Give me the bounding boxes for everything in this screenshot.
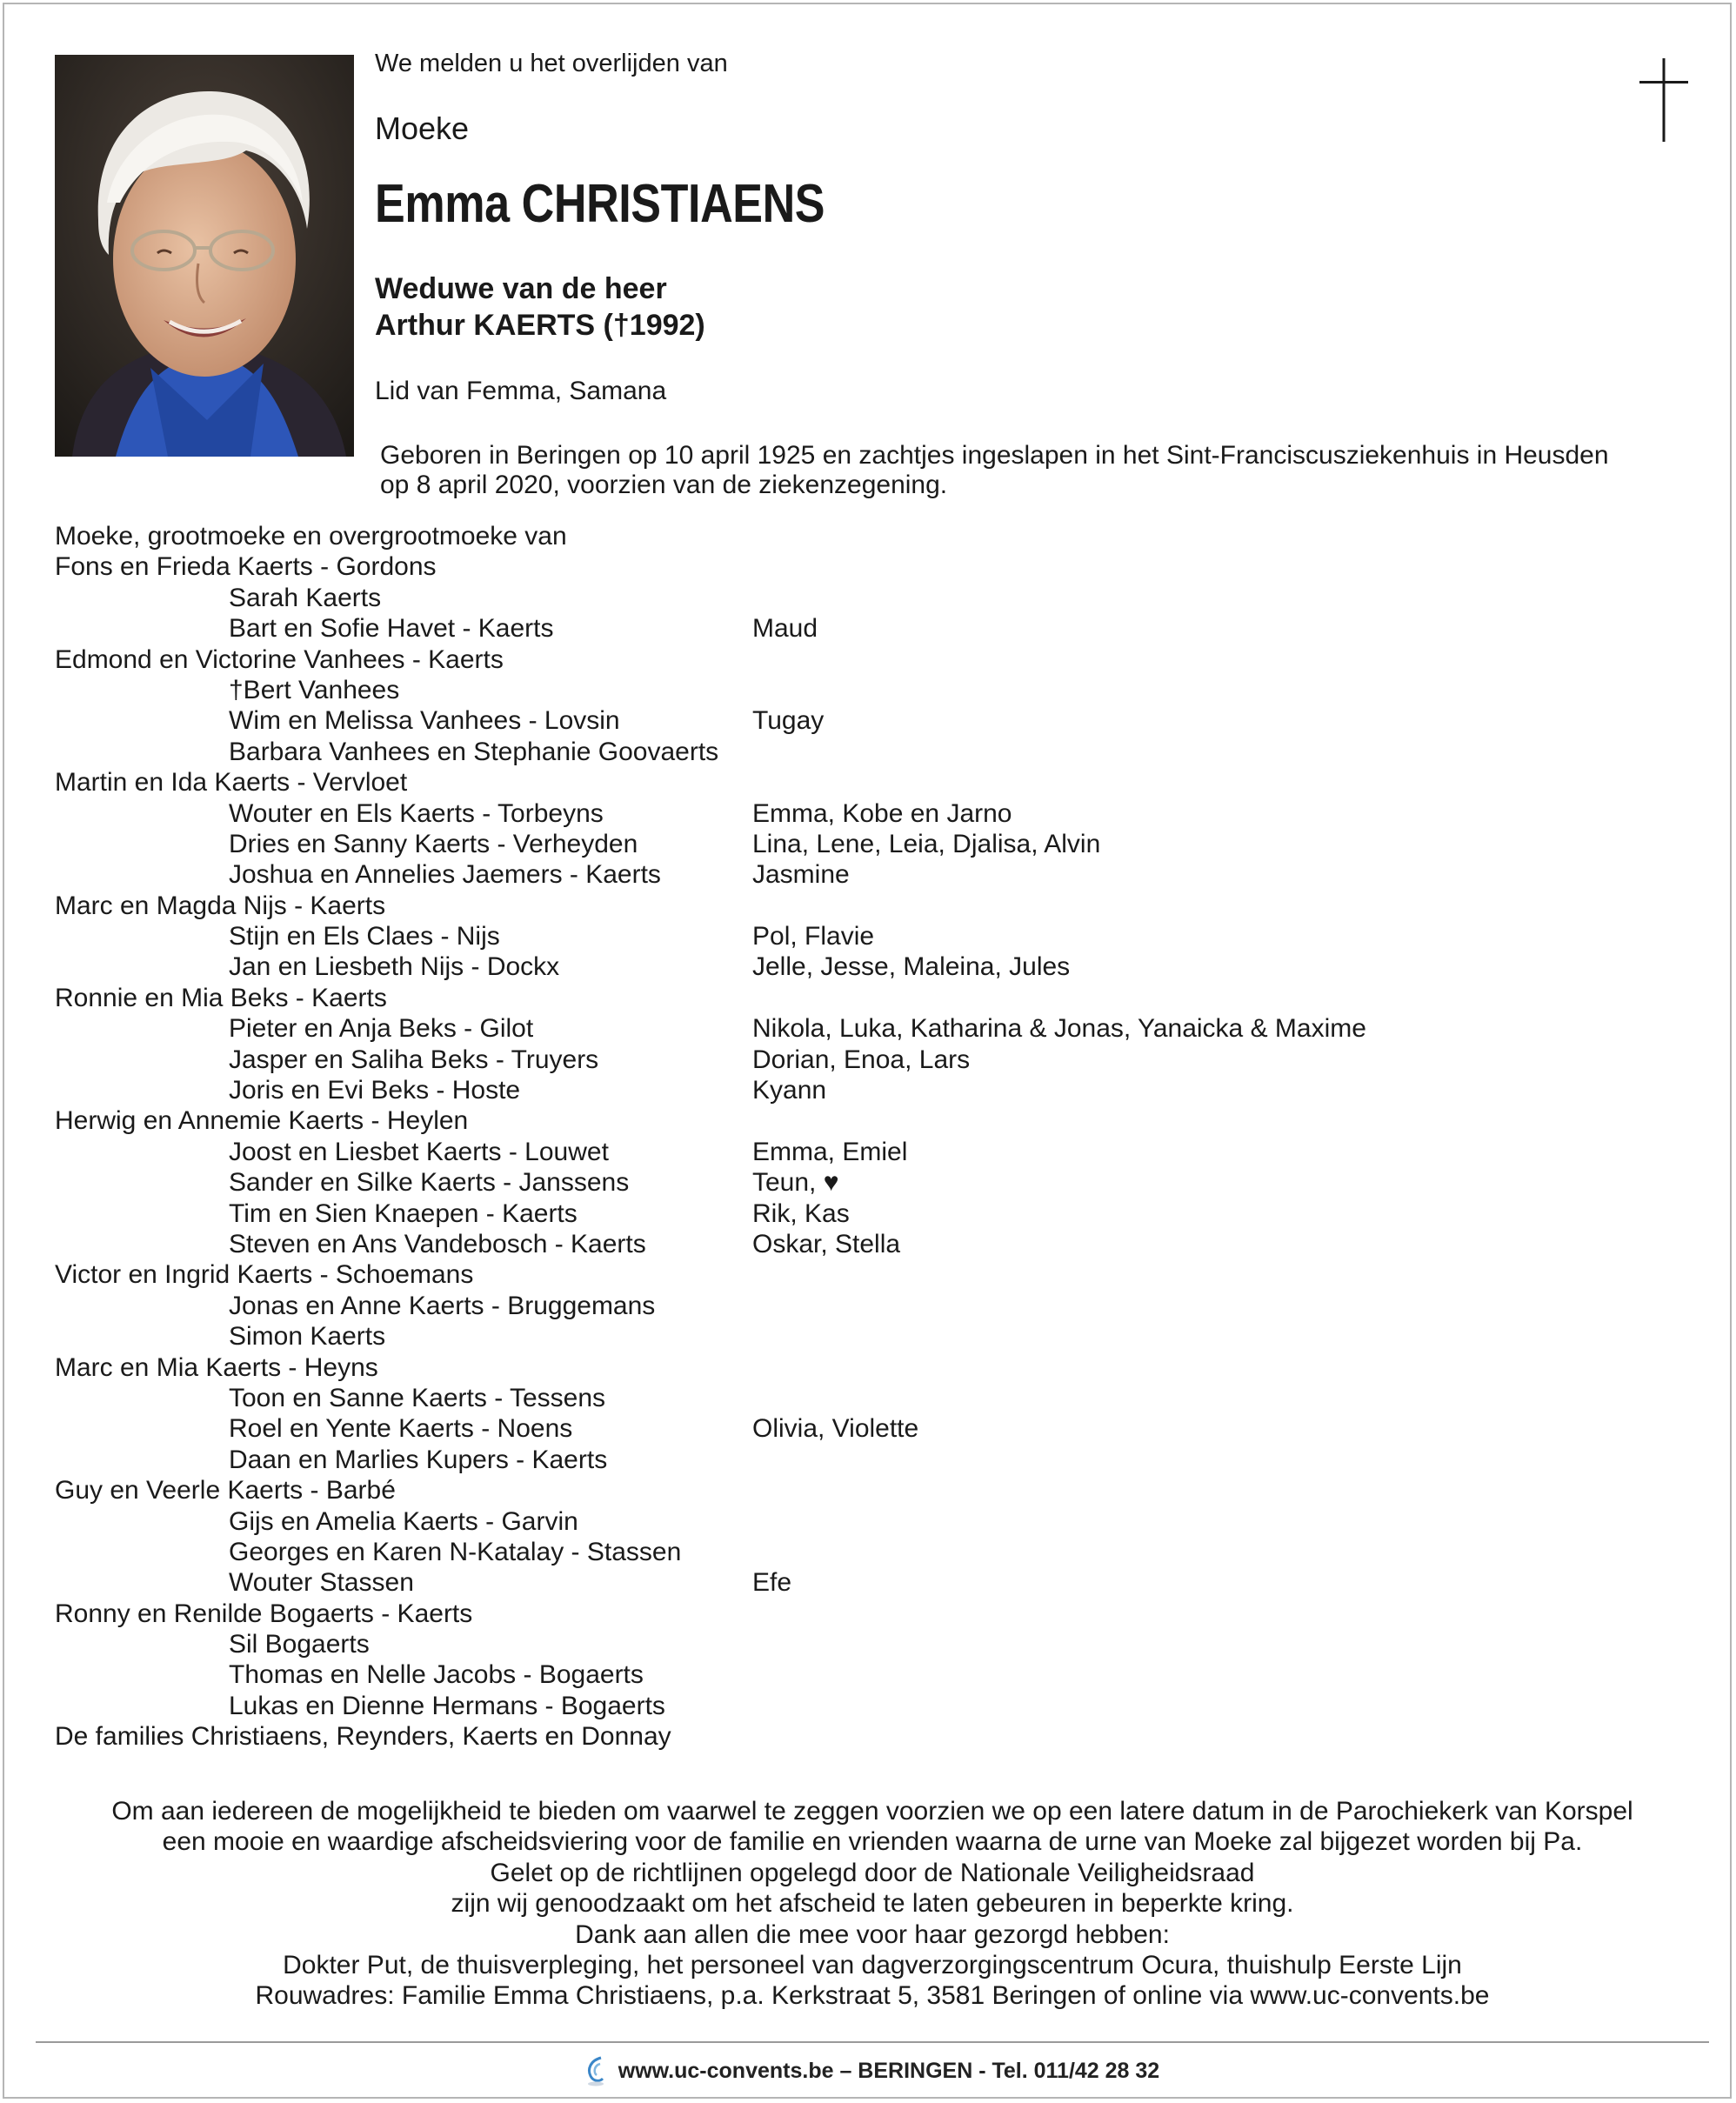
child-row — [55, 644, 1707, 675]
family-member-name: Marc en Magda Nijs - Kaerts — [55, 891, 386, 920]
funeral-home-footer — [4, 2055, 1736, 2086]
family-member-name: Sander en Silke Kaerts - Janssens — [229, 1168, 630, 1198]
membership-line: Lid van Femma, Samana — [375, 377, 667, 405]
family-member-name: Joshua en Annelies Jaemers - Kaerts — [229, 860, 661, 890]
family-member-name: Joost en Liesbet Kaerts - Louwet — [229, 1137, 609, 1166]
family-member-name: Edmond en Victorine Vanhees - Kaerts — [55, 644, 504, 674]
grandchild-row — [55, 1691, 1707, 1721]
grandchild-row — [55, 951, 1707, 982]
grandchild-row — [55, 859, 1707, 890]
family-member-name: Roel en Yente Kaerts - Noens — [229, 1414, 573, 1444]
great-grandchildren: Nikola, Luka, Katharina & Jonas, Yanaicka & Maxime — [752, 1014, 1366, 1044]
family-member-name: Bart en Sofie Havet - Kaerts — [229, 614, 554, 644]
child-row — [55, 1721, 1707, 1752]
great-grandchildren: Emma, Kobe en Jarno — [752, 798, 1012, 828]
family-member-name: Fons en Frieda Kaerts - Gordons — [55, 552, 437, 582]
family-member-name: Ronnie en Mia Beks - Kaerts — [55, 983, 387, 1012]
great-grandchildren: Kyann — [752, 1076, 827, 1105]
family-member-name: Jan en Liesbeth Nijs - Dockx — [229, 952, 560, 982]
relation-title: Moeke — [375, 110, 470, 146]
grandchild-row — [55, 1506, 1707, 1537]
grandchild-row — [55, 1537, 1707, 1567]
child-row — [55, 1475, 1707, 1505]
family-member-name: De families Christiaens, Reynders, Kaerts en Donnay — [55, 1722, 671, 1752]
portrait-illustration — [55, 55, 354, 457]
family-member-name: Marc en Mia Kaerts - Heyns — [55, 1352, 378, 1382]
grandchild-row — [55, 829, 1707, 859]
grandchild-row — [55, 1629, 1707, 1659]
family-member-name: Herwig en Annemie Kaerts - Heylen — [55, 1106, 469, 1136]
family-member-name: Thomas en Nelle Jacobs - Bogaerts — [229, 1660, 644, 1690]
great-grandchildren: Lina, Lene, Leia, Djalisa, Alvin — [752, 829, 1101, 858]
great-grandchildren: Emma, Emiel — [752, 1137, 908, 1166]
great-grandchildren: Oskar, Stella — [752, 1229, 901, 1258]
great-grandchildren: Efe — [752, 1568, 792, 1598]
grandchild-row — [55, 1013, 1707, 1044]
cross-icon — [1639, 58, 1688, 142]
family-member-name: Wim en Melissa Vanhees - Lovsin — [229, 706, 620, 736]
great-grandchildren: Jasmine — [752, 860, 850, 890]
closing-line: Rouwadres: Familie Emma Christiaens, p.a. Kerkstraat 5, 3581 Beringen of online via www.uc-convents.be — [255, 1981, 1490, 2011]
great-grandchildren: Rik, Kas — [752, 1198, 850, 1228]
grandchild-row — [55, 798, 1707, 829]
grandchild-row — [55, 1383, 1707, 1413]
family-member-name: Sarah Kaerts — [229, 583, 382, 612]
grandchild-row — [55, 1413, 1707, 1444]
grandchild-row — [55, 613, 1707, 644]
family-member-name: Victor en Ingrid Kaerts - Schoemans — [55, 1260, 474, 1290]
child-row — [55, 1599, 1707, 1629]
great-grandchildren: Tugay — [752, 706, 825, 736]
grandchild-row — [55, 1321, 1707, 1352]
deceased-name: Emma CHRISTIAENS — [375, 174, 825, 234]
child-row — [55, 1105, 1707, 1136]
family-member-name: Pieter en Anja Beks - Gilot — [229, 1014, 534, 1044]
child-row — [55, 983, 1707, 1013]
great-grandchildren: Teun, ♥ — [752, 1168, 839, 1198]
grandchild-row — [55, 583, 1707, 613]
family-member-name: Dries en Sanny Kaerts - Verheyden — [229, 829, 638, 858]
closing-text — [4, 1796, 1736, 2012]
great-grandchildren: Dorian, Enoa, Lars — [752, 1045, 971, 1074]
family-member-name: Simon Kaerts — [229, 1322, 386, 1352]
birth-death-line-2: op 8 april 2020, voorzien van de ziekenzegening. — [380, 471, 948, 499]
footer-divider — [36, 2041, 1709, 2043]
grandchild-row — [55, 1075, 1707, 1105]
closing-line: Dokter Put, de thuisverpleging, het personeel van dagverzorgingscentrum Ocura, thuishulp Eerste Lijn — [283, 1950, 1462, 1979]
family-member-name: Jasper en Saliha Beks - Truyers — [229, 1045, 599, 1074]
grandchild-row — [55, 675, 1707, 705]
grandchild-row — [55, 737, 1707, 767]
closing-line: Dank aan allen die mee voor haar gezorgd hebben: — [575, 1919, 1170, 1949]
family-intro: Moeke, grootmoeke en overgrootmoeke van — [55, 522, 567, 551]
family-rows — [55, 551, 1707, 1752]
grandchild-row — [55, 1291, 1707, 1321]
family-member-name: Guy en Veerle Kaerts - Barbé — [55, 1476, 396, 1505]
grandchild-row — [55, 1659, 1707, 1690]
child-row — [55, 1352, 1707, 1383]
child-row — [55, 767, 1707, 798]
child-row — [55, 891, 1707, 921]
widow-line: Weduwe van de heer — [375, 272, 667, 305]
family-member-name: Joris en Evi Beks - Hoste — [229, 1076, 521, 1105]
closing-line: Gelet op de richtlijnen opgelegd door de Nationale Veiligheidsraad — [490, 1858, 1255, 1887]
family-list — [55, 521, 1707, 1752]
grandchild-row — [55, 1567, 1707, 1598]
birth-death-line-1: Geboren in Beringen op 10 april 1925 en zachtjes ingeslapen in het Sint-Franciscusziekenhuis in Heusden — [380, 441, 1609, 470]
grandchild-row — [55, 921, 1707, 951]
child-row — [55, 551, 1707, 582]
spouse-name: Arthur KAERTS (†1992) — [375, 309, 705, 342]
child-row — [55, 1259, 1707, 1290]
family-member-name: Martin en Ida Kaerts - Vervloet — [55, 768, 408, 798]
grandchild-row — [55, 1167, 1707, 1198]
family-member-name: Wouter en Els Kaerts - Torbeyns — [229, 798, 604, 828]
family-member-name: Sil Bogaerts — [229, 1630, 370, 1659]
announcement-intro: We melden u het overlijden van — [375, 50, 728, 77]
family-member-name: Lukas en Dienne Hermans - Bogaerts — [229, 1691, 665, 1720]
family-member-name: Stijn en Els Claes - Nijs — [229, 922, 500, 951]
family-member-name: Wouter Stassen — [229, 1568, 414, 1598]
family-member-name: Daan en Marlies Kupers - Kaerts — [229, 1445, 608, 1474]
great-grandchildren: Jelle, Jesse, Maleina, Jules — [752, 952, 1071, 982]
portrait-photo — [55, 55, 354, 457]
family-member-name: Steven en Ans Vandebosch - Kaerts — [229, 1229, 646, 1258]
family-member-name: Barbara Vanhees en Stephanie Goovaerts — [229, 737, 719, 766]
great-grandchildren: Pol, Flavie — [752, 922, 875, 951]
grandchild-row — [55, 1137, 1707, 1167]
great-grandchildren: Olivia, Violette — [752, 1414, 919, 1444]
family-member-name: Gijs en Amelia Kaerts - Garvin — [229, 1506, 578, 1536]
obituary-card — [3, 3, 1732, 2099]
grandchild-row — [55, 1445, 1707, 1475]
grandchild-row — [55, 1229, 1707, 1259]
great-grandchildren: Maud — [752, 614, 818, 644]
family-member-name: †Bert Vanhees — [229, 675, 400, 704]
family-member-name: Tim en Sien Knaepen - Kaerts — [229, 1198, 578, 1228]
footer-text: www.uc-convents.be – BERINGEN - Tel. 011/42 28 32 — [618, 2058, 1160, 2083]
grandchild-row — [55, 1198, 1707, 1229]
family-member-name: Jonas en Anne Kaerts - Bruggemans — [229, 1291, 656, 1320]
family-member-name: Toon en Sanne Kaerts - Tessens — [229, 1383, 606, 1412]
closing-line: Om aan iedereen de mogelijkheid te bieden om vaarwel te zeggen voorzien we op een latere datum in de Parochiekerk van Korspel — [111, 1797, 1633, 1826]
family-member-name: Georges en Karen N-Katalay - Stassen — [229, 1537, 682, 1566]
uc-convents-logo-icon — [585, 2055, 606, 2086]
grandchild-row — [55, 705, 1707, 736]
family-member-name: Ronny en Renilde Bogaerts - Kaerts — [55, 1599, 473, 1628]
closing-line: zijn wij genoodzaakt om het afscheid te laten gebeuren in beperkte kring. — [451, 1889, 1294, 1919]
grandchild-row — [55, 1045, 1707, 1075]
closing-line: een mooie en waardige afscheidsviering voor de familie en vrienden waarna de urne van Moeke zal bijgezet worden bij Pa. — [162, 1827, 1583, 1857]
